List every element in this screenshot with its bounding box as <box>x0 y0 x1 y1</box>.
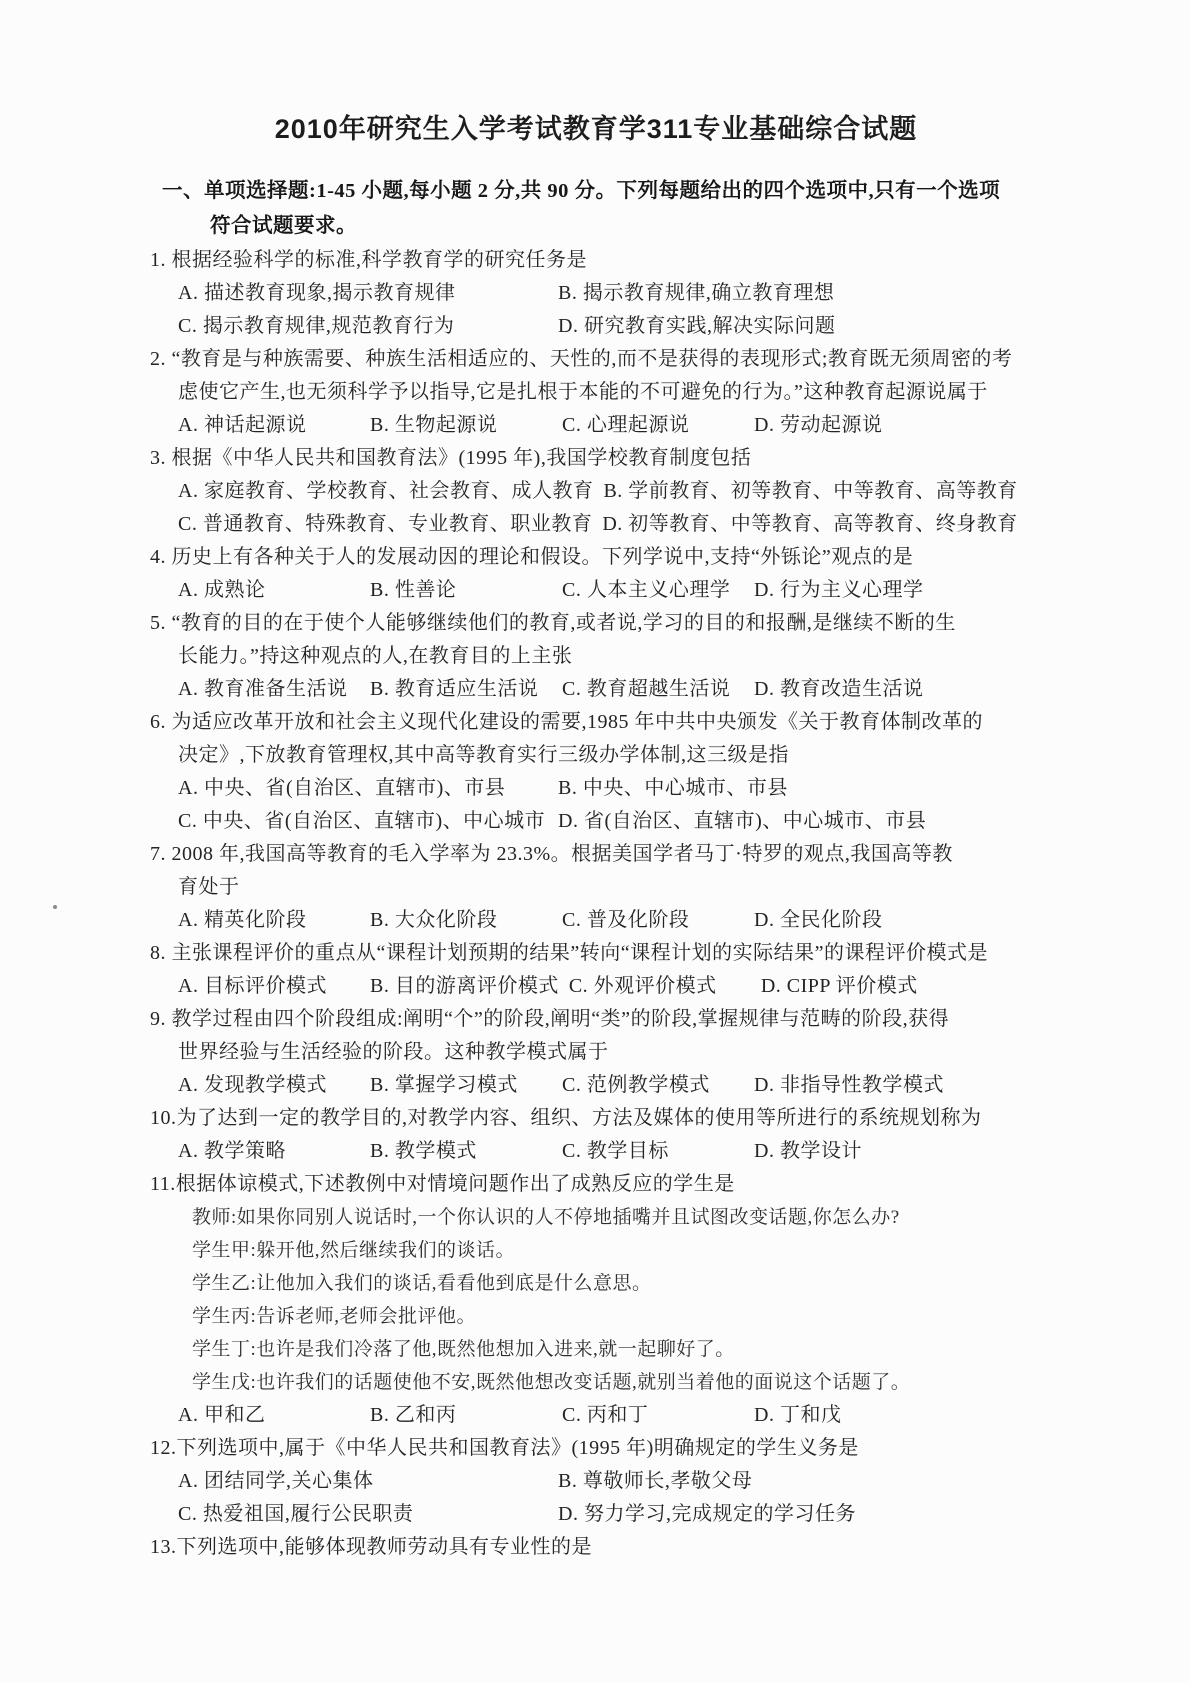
options-row <box>150 1465 1152 1498</box>
option-a: A. 教学策略 <box>178 1140 286 1162</box>
question-text: 世界经验与生活经验的阶段。这种教学模式属于 <box>178 1041 609 1063</box>
options-row <box>150 1069 1152 1102</box>
options-row <box>150 508 1152 541</box>
option-b: B. 学前教育、初等教育、中等教育、高等教育 <box>603 480 1018 502</box>
question-text: 1. 根据经验科学的标准,科学教育学的研究任务是 <box>150 249 587 271</box>
options-row <box>150 772 1152 805</box>
scan-artifact-dot <box>53 905 57 909</box>
options-row <box>150 310 1152 343</box>
option-d: D. CIPP 评价模式 <box>760 975 918 997</box>
option-d: D. 全民化阶段 <box>754 909 883 931</box>
question-text: 5. “教育的目的在于使个人能够继续他们的教育,或者说,学习的目的和报酬,是继续不断的生 <box>150 612 956 634</box>
section-header <box>150 174 1152 244</box>
option-b: B. 乙和丙 <box>370 1404 457 1426</box>
option-d: D. 初等教育、中等教育、高等教育、终身教育 <box>602 513 1018 535</box>
option-a: A. 家庭教育、学校教育、社会教育、成人教育 <box>178 480 594 502</box>
option-d: D. 丁和戊 <box>754 1404 842 1426</box>
options-row <box>150 1399 1152 1432</box>
options-row <box>150 904 1152 937</box>
question-text: 育处于 <box>178 876 240 898</box>
question-13 <box>150 1531 1152 1564</box>
dialogue-line-teacher: 教师:如果你同别人说话时,一个你认识的人不停地插嘴并且试图改变话题,你怎么办? <box>192 1207 900 1228</box>
exam-title: 2010年研究生入学考试教育学311专业基础综合试题 <box>274 114 918 144</box>
option-b: B. 掌握学习模式 <box>370 1074 518 1096</box>
option-b: B. 生物起源说 <box>370 414 498 436</box>
option-b: B. 教学模式 <box>370 1140 477 1162</box>
option-c: C. 揭示教育规律,规范教育行为 <box>178 315 455 337</box>
question-6 <box>150 706 1152 838</box>
option-d: D. 行为主义心理学 <box>754 579 924 601</box>
option-d: D. 研究教育实践,解决实际问题 <box>558 315 836 337</box>
options-row <box>150 574 1152 607</box>
option-a: A. 目标评价模式 <box>178 975 327 997</box>
option-c: C. 普通教育、特殊教育、专业教育、职业教育 <box>178 513 593 535</box>
option-c: C. 范例教学模式 <box>562 1074 710 1096</box>
exam-sheet <box>150 110 1152 1564</box>
question-12 <box>150 1432 1152 1531</box>
question-2 <box>150 343 1152 442</box>
option-a: A. 神话起源说 <box>178 414 307 436</box>
question-text: 11.根据体谅模式,下述教例中对情境问题作出了成熟反应的学生是 <box>150 1173 735 1195</box>
option-c: C. 教学目标 <box>562 1140 669 1162</box>
option-b: B. 教育适应生活说 <box>370 678 539 700</box>
question-text: 10.为了达到一定的教学目的,对教学内容、组织、方法及媒体的使用等所进行的系统规划称为 <box>150 1107 982 1129</box>
option-a: A. 成熟论 <box>178 579 266 601</box>
options-row <box>150 409 1152 442</box>
option-b: B. 大众化阶段 <box>370 909 498 931</box>
option-a: A. 发现教学模式 <box>178 1074 327 1096</box>
options-row <box>150 277 1152 310</box>
option-c: C. 教育超越生活说 <box>562 678 731 700</box>
option-c: C. 人本主义心理学 <box>562 579 731 601</box>
options-row <box>150 805 1152 838</box>
option-a: A. 中央、省(自治区、直辖市)、市县 <box>178 777 506 799</box>
options-row <box>150 475 1152 508</box>
option-d: D. 非指导性教学模式 <box>754 1074 944 1096</box>
question-11 <box>150 1168 1152 1432</box>
dialogue-line-student-jia: 学生甲:躲开他,然后继续我们的谈话。 <box>192 1240 516 1261</box>
options-row <box>150 1135 1152 1168</box>
option-c: C. 普及化阶段 <box>562 909 690 931</box>
question-5 <box>150 607 1152 706</box>
question-1 <box>150 244 1152 343</box>
option-d: D. 省(自治区、直辖市)、中心城市、市县 <box>558 810 927 832</box>
question-text: 8. 主张课程评价的重点从“课程计划预期的结果”转向“课程计划的实际结果”的课程评价模式是 <box>150 942 989 964</box>
option-a: A. 甲和乙 <box>178 1404 266 1426</box>
options-row <box>150 673 1152 706</box>
question-text: 决定》,下放教育管理权,其中高等教育实行三级办学体制,这三级是指 <box>178 744 789 766</box>
question-text: 2. “教育是与种族需要、种族生活相适应的、天性的,而不是获得的表现形式;教育既无须周密的考 <box>150 348 1013 370</box>
question-text: 6. 为适应改革开放和社会主义现代化建设的需要,1985 年中共中央颁发《关于教育体制改革的 <box>150 711 983 733</box>
question-9 <box>150 1003 1152 1102</box>
option-c: C. 丙和丁 <box>562 1404 649 1426</box>
option-a: A. 精英化阶段 <box>178 909 307 931</box>
question-text: 12.下列选项中,属于《中华人民共和国教育法》(1995 年)明确规定的学生义务是 <box>150 1437 859 1459</box>
question-text: 虑使它产生,也无须科学予以指导,它是扎根于本能的不可避免的行为。”这种教育起源说属于 <box>178 381 988 403</box>
option-d: D. 努力学习,完成规定的学习任务 <box>558 1503 856 1525</box>
question-7 <box>150 838 1152 937</box>
dialogue-line-student-bing: 学生丙:告诉老师,老师会批评他。 <box>192 1306 477 1327</box>
question-8 <box>150 937 1152 1003</box>
options-row <box>150 970 1152 1003</box>
option-b: B. 性善论 <box>370 579 457 601</box>
dialogue-line-student-yi: 学生乙:让他加入我们的谈话,看看他到底是什么意思。 <box>192 1273 652 1294</box>
question-4 <box>150 541 1152 607</box>
question-10 <box>150 1102 1152 1168</box>
question-text: 7. 2008 年,我国高等教育的毛入学率为 23.3%。根据美国学者马丁·特罗的观点,我国高等教 <box>150 843 953 865</box>
option-a: A. 团结同学,关心集体 <box>178 1470 374 1492</box>
option-b: B. 揭示教育规律,确立教育理想 <box>558 282 835 304</box>
question-text: 3. 根据《中华人民共和国教育法》(1995 年),我国学校教育制度包括 <box>150 447 752 469</box>
option-b: B. 目的游离评价模式 <box>370 975 559 997</box>
option-c: C. 中央、省(自治区、直辖市)、中心城市 <box>178 810 546 832</box>
question-list <box>150 244 1152 1564</box>
section-header-line: 一、单项选择题:1-45 小题,每小题 2 分,共 90 分。下列每题给出的四个选项中,只有一个选项 <box>162 180 1001 202</box>
option-c: C. 心理起源说 <box>562 414 690 436</box>
question-text: 4. 历史上有各种关于人的发展动因的理论和假设。下列学说中,支持“外铄论”观点的是 <box>150 546 914 568</box>
option-b: B. 中央、中心城市、市县 <box>558 777 788 799</box>
options-row <box>150 1498 1152 1531</box>
section-header-line: 符合试题要求。 <box>210 215 357 237</box>
option-d: D. 教育改造生活说 <box>754 678 924 700</box>
option-b: B. 尊敬师长,孝敬父母 <box>558 1470 753 1492</box>
question-3 <box>150 442 1152 541</box>
option-c: C. 外观评价模式 <box>568 975 717 997</box>
question-text: 9. 教学过程由四个阶段组成:阐明“个”的阶段,阐明“类”的阶段,掌握规律与范畴的阶段,获得 <box>150 1008 950 1030</box>
question-text: 13.下列选项中,能够体现教师劳动具有专业性的是 <box>150 1536 592 1558</box>
option-c: C. 热爱祖国,履行公民职责 <box>178 1503 414 1525</box>
option-d: D. 劳动起源说 <box>754 414 883 436</box>
question-text: 长能力。”持这种观点的人,在教育目的上主张 <box>178 645 573 667</box>
dialogue-line-student-ding: 学生丁:也许是我们冷落了他,既然他想加入进来,就一起聊好了。 <box>192 1339 735 1360</box>
dialogue-line-student-wu: 学生戊:也许我们的话题使他不安,既然他想改变话题,就别当着他的面说这个话题了。 <box>192 1372 911 1393</box>
option-a: A. 描述教育现象,揭示教育规律 <box>178 282 456 304</box>
option-a: A. 教育准备生活说 <box>178 678 348 700</box>
option-d: D. 教学设计 <box>754 1140 862 1162</box>
